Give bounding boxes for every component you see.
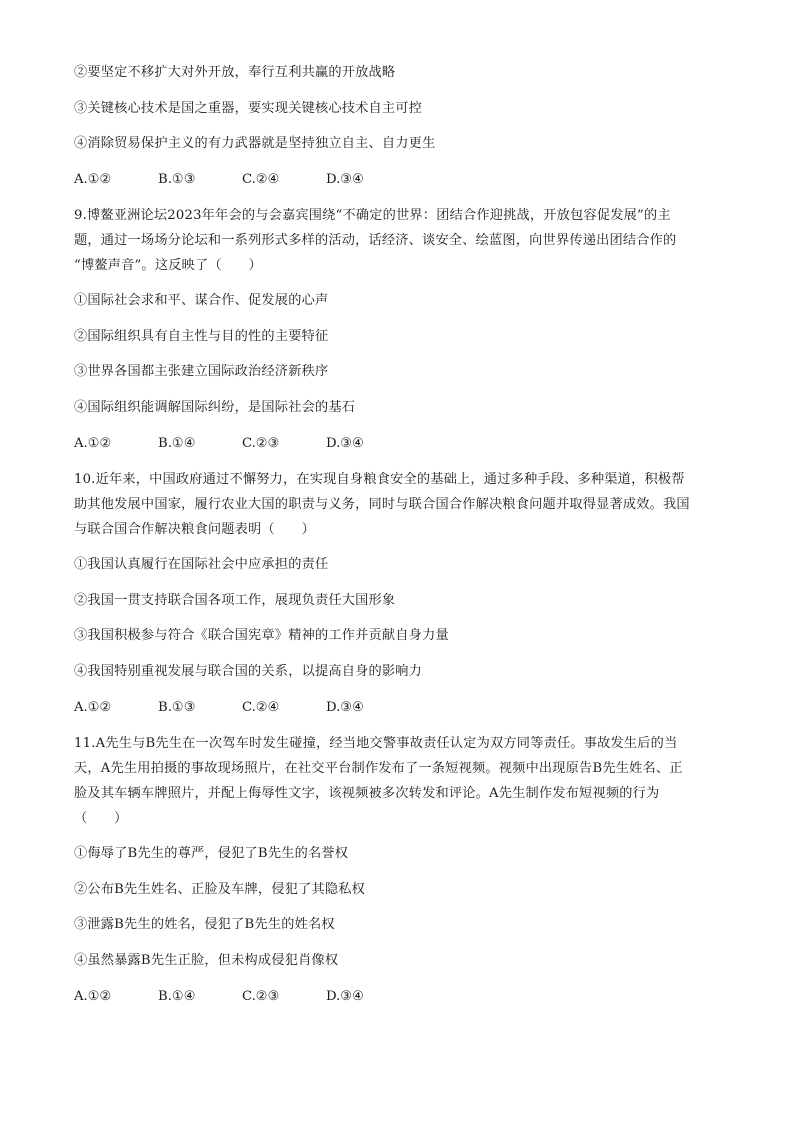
q9-option-b: B.①④	[158, 436, 196, 451]
q8-statement-2: ②要坚定不移扩大对外开放，奉行互利共赢的开放战略	[74, 65, 396, 80]
q11-statement-2: ②公布B先生姓名、正脸及车牌，侵犯了其隐私权	[74, 882, 366, 897]
q11-stem-line-3: 脸及其车辆车牌照片，并配上侮辱性文字，该视频被多次转发和评论。A先生制作发布短视频的行为	[74, 786, 660, 801]
q9-options	[74, 435, 410, 453]
q10-stem-line-3: 与联合国合作解决粮食问题表明（ ）	[74, 522, 315, 537]
q10-statement-2: ②我国一贯支持联合国各项工作，展现负责任大国形象	[74, 593, 396, 608]
q10-stem-line-2: 助其他发展中国家，履行农业大国的职责与义务，同时与联合国合作解决粮食问题并取得显著成效。我国	[74, 497, 690, 512]
q8-statement-3: ③关键核心技术是国之重器，要实现关键核心技术自主可控	[74, 101, 423, 116]
q11-option-a: A.①②	[74, 989, 112, 1004]
q10-option-c: C.②④	[242, 700, 280, 715]
q11-stem-line-4: （ ）	[74, 811, 128, 826]
q11-stem-line-2: 天，A先生用拍摄的事故现场照片，在社交平台制作发布了一条短视频。视频中出现原告B先生姓名、正	[74, 761, 683, 776]
q11-option-b: B.①④	[158, 989, 196, 1004]
q8-option-b: B.①③	[158, 172, 196, 187]
q10-options	[74, 699, 410, 717]
q8-option-d: D.③④	[326, 172, 364, 187]
q11-stem-line-1: 11.A先生与B先生在一次驾车时发生碰撞，经当地交警事故责任认定为双方同等责任。事故发生后的当	[74, 736, 678, 751]
q9-statement-4: ④国际组织能调解国际纠纷，是国际社会的基石	[74, 400, 356, 415]
q8-options	[74, 171, 410, 189]
q10-statement-3: ③我国积极参与符合《联合国宪章》精神的工作并贡献自身力量	[74, 628, 449, 643]
q9-option-a: A.①②	[74, 436, 112, 451]
q9-option-c: C.②③	[242, 436, 280, 451]
q11-options	[74, 988, 410, 1006]
q11-option-d: D.③④	[326, 989, 364, 1004]
q9-statement-3: ③世界各国都主张建立国际政治经济新秩序	[74, 364, 329, 379]
q8-option-c: C.②④	[242, 172, 280, 187]
q8-option-a: A.①②	[74, 172, 112, 187]
q11-option-c: C.②③	[242, 989, 280, 1004]
q8-statement-4: ④消除贸易保护主义的有力武器就是坚持独立自主、自力更生	[74, 136, 436, 151]
q9-stem-line-1: 9.博鳌亚洲论坛2023年年会的与会嘉宾围绕“不确定的世界：团结合作迎挑战，开放包容促发展”的主	[74, 208, 671, 223]
q10-option-a: A.①②	[74, 700, 112, 715]
q11-statement-3: ③泄露B先生的姓名，侵犯了B先生的姓名权	[74, 917, 335, 932]
q9-statement-2: ②国际组织具有自主性与目的性的主要特征	[74, 329, 329, 344]
q10-statement-4: ④我国特别重视发展与联合国的关系，以提高自身的影响力	[74, 664, 423, 679]
q10-option-b: B.①③	[158, 700, 196, 715]
q10-statement-1: ①我国认真履行在国际社会中应承担的责任	[74, 557, 329, 572]
q9-statement-1: ①国际社会求和平、谋合作、促发展的心声	[74, 293, 329, 308]
q9-stem-line-3: “博鳌声音”。这反映了（ ）	[74, 258, 262, 273]
q10-option-d: D.③④	[326, 700, 364, 715]
q11-statement-4: ④虽然暴露B先生正脸，但未构成侵犯肖像权	[74, 953, 339, 968]
q10-stem-line-1: 10.近年来，中国政府通过不懈努力，在实现自身粮食安全的基础上，通过多种手段、多种渠道，积极帮	[74, 472, 685, 487]
q9-option-d: D.③④	[326, 436, 364, 451]
q11-statement-1: ①侮辱了B先生的尊严，侵犯了B先生的名誉权	[74, 846, 349, 861]
q9-stem-line-2: 题，通过一场场分论坛和一系列形式多样的活动，话经济、谈安全、绘蓝图，向世界传递出团结合作的	[74, 233, 677, 248]
